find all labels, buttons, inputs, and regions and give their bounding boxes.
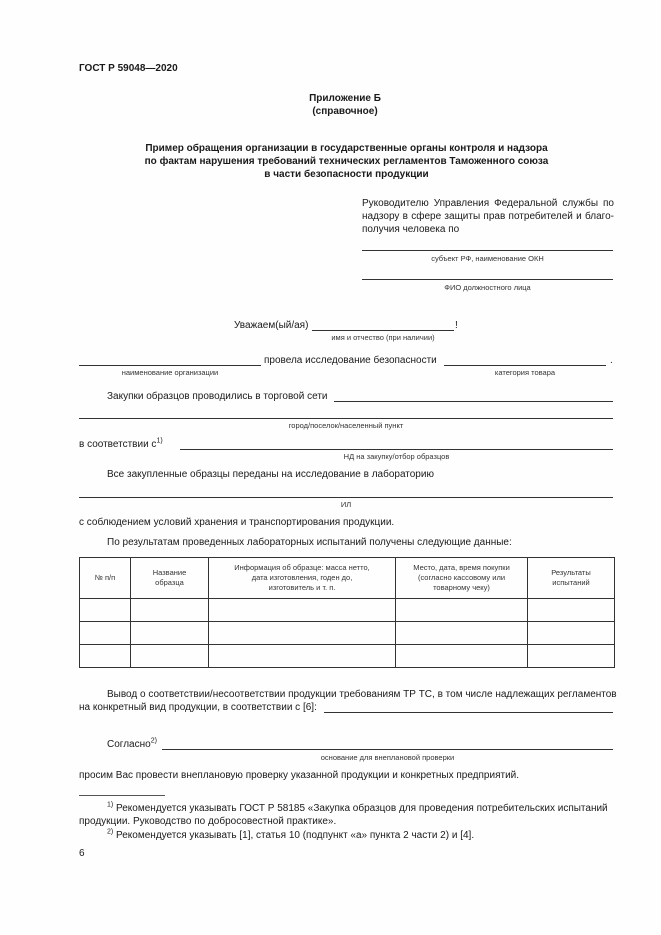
table-header-text: образца <box>155 578 184 587</box>
table-cell[interactable] <box>528 645 615 668</box>
document-header: ГОСТ Р 59048—2020 <box>79 63 178 74</box>
conclusion-field-line[interactable] <box>324 712 613 713</box>
normative-doc-field-line[interactable] <box>180 449 613 450</box>
table-header-row <box>80 558 615 599</box>
lab-field-line[interactable] <box>79 497 613 498</box>
purchase-text: Закупки образцов проводились в торговой сети <box>107 391 328 402</box>
table-row <box>80 599 615 622</box>
retail-network-field-line[interactable] <box>334 401 613 402</box>
organization-caption: наименование организации <box>121 368 219 377</box>
conclusion-line-2: на конкретный вид продукции, в соответствии с [6]: <box>79 702 317 713</box>
greeting-end: ! <box>455 320 458 331</box>
greeting-caption: имя и отчество (при наличии) <box>331 333 435 342</box>
table-cell[interactable] <box>209 622 396 645</box>
normative-doc-caption: НД на закупку/отбор образцов <box>343 452 450 461</box>
table-header-cell <box>528 558 615 599</box>
addressee-line-1: Руководителю Управления Федеральной службы по <box>362 198 614 209</box>
table-cell[interactable] <box>528 622 615 645</box>
table-cell[interactable] <box>131 599 209 622</box>
request-text: просим Вас провести внеплановую проверку указанной продукции и конкретных предприятий. <box>79 770 520 781</box>
appendix-note: (справочное) <box>312 106 378 117</box>
table-header-text: Место, дата, время покупки <box>413 563 510 572</box>
agreement-prefix: Согласно$^{2)}$ <box>107 737 157 750</box>
footnote-1-line-2: продукции. Руководство по добросовестной практике». <box>79 816 337 827</box>
table-cell[interactable] <box>131 622 209 645</box>
results-intro-text: По результатам проведенных лабораторных испытаний получены следующие данные: <box>107 537 512 548</box>
table-cell[interactable] <box>396 645 528 668</box>
official-caption: ФИО должностного лица <box>444 283 531 292</box>
table-header-cell <box>80 558 131 599</box>
table-cell[interactable] <box>209 645 396 668</box>
table-header-cell <box>131 558 209 599</box>
table-cell[interactable] <box>209 599 396 622</box>
official-field-line[interactable] <box>362 279 613 280</box>
heading-line-2: по фактам нарушения требований технических регламентов Таможенного союза <box>144 156 549 167</box>
results-table <box>79 557 615 668</box>
table-header-text: товарному чеку) <box>433 583 490 592</box>
region-caption: субъект РФ, наименование ОКН <box>431 254 544 263</box>
page-number: 6 <box>79 848 85 859</box>
footnote-separator <box>79 795 165 796</box>
heading-line-3: в части безопасности продукции <box>264 169 429 180</box>
greeting-label: Уважаем(ый/ая) <box>234 320 309 331</box>
footnote-2: $^{2)}$ Рекомендуется указывать [1], статья 10 (подпункт «а» пункта 2 части 2) и [4]. <box>107 828 475 841</box>
research-end: . <box>610 355 613 366</box>
table-cell[interactable] <box>131 645 209 668</box>
table-header-text: (согласно кассовому или <box>417 573 506 582</box>
footnote-1-ref[interactable]: 1) <box>156 437 163 445</box>
table-header-text: испытаний <box>552 578 590 587</box>
table-cell[interactable] <box>80 645 131 668</box>
table-header-text: дата изготовления, годен до, <box>251 573 353 582</box>
table-row <box>80 645 615 668</box>
footnote-1-line-1: $^{1)}$ Рекомендуется указывать ГОСТ Р 58185 «Закупка образцов для проведения потребительских испытаний <box>107 801 608 814</box>
compliance-prefix: в соответствии $с^{1)}$ <box>79 437 163 450</box>
table-header-text: Результаты <box>551 568 591 577</box>
table-header-text: изготовитель и т. п. <box>268 583 336 592</box>
addressee-line-3: получия человека по <box>362 224 460 235</box>
city-caption: город/поселок/населенный пункт <box>288 421 404 430</box>
table-header-text: № п/п <box>94 573 116 582</box>
region-field-line[interactable] <box>362 250 613 251</box>
table-cell[interactable] <box>396 599 528 622</box>
greeting-field-line[interactable] <box>312 330 454 331</box>
category-field-line[interactable] <box>444 365 606 366</box>
organization-field-line[interactable] <box>79 365 261 366</box>
transfer-text: Все закупленные образцы переданы на исследование в лабораторию <box>107 469 434 480</box>
table-cell[interactable] <box>528 599 615 622</box>
grounds-caption: основание для внеплановой проверки <box>320 753 455 762</box>
footnote-2-ref[interactable]: 2) <box>150 737 157 745</box>
table-header-text: Информация об образце: масса нетто, <box>234 563 370 572</box>
grounds-field-line[interactable] <box>162 749 613 750</box>
table-cell[interactable] <box>80 622 131 645</box>
table-header-cell <box>209 558 396 599</box>
table-header-cell <box>396 558 528 599</box>
table-row <box>80 622 615 645</box>
heading-line-1: Пример обращения организации в государственные органы контроля и надзора <box>145 143 548 154</box>
conclusion-line-1: Вывод о соответствии/несоответствии продукции требованиям ТР ТС, в том числе надлежащих регламентов <box>107 689 617 700</box>
category-caption: категория товара <box>494 368 556 377</box>
table-header-text: Название <box>152 568 187 577</box>
addressee-line-2: надзору в сфере защиты прав потребителей и благо- <box>362 211 614 222</box>
storage-text: с соблюдением условий хранения и транспортирования продукции. <box>79 517 395 528</box>
table-cell[interactable] <box>396 622 528 645</box>
table-body <box>80 599 615 668</box>
research-text: провела исследование безопасности <box>264 355 437 366</box>
table-cell[interactable] <box>80 599 131 622</box>
appendix-title: Приложение Б <box>309 93 381 104</box>
city-field-line[interactable] <box>79 418 613 419</box>
lab-caption: ИЛ <box>340 500 352 509</box>
